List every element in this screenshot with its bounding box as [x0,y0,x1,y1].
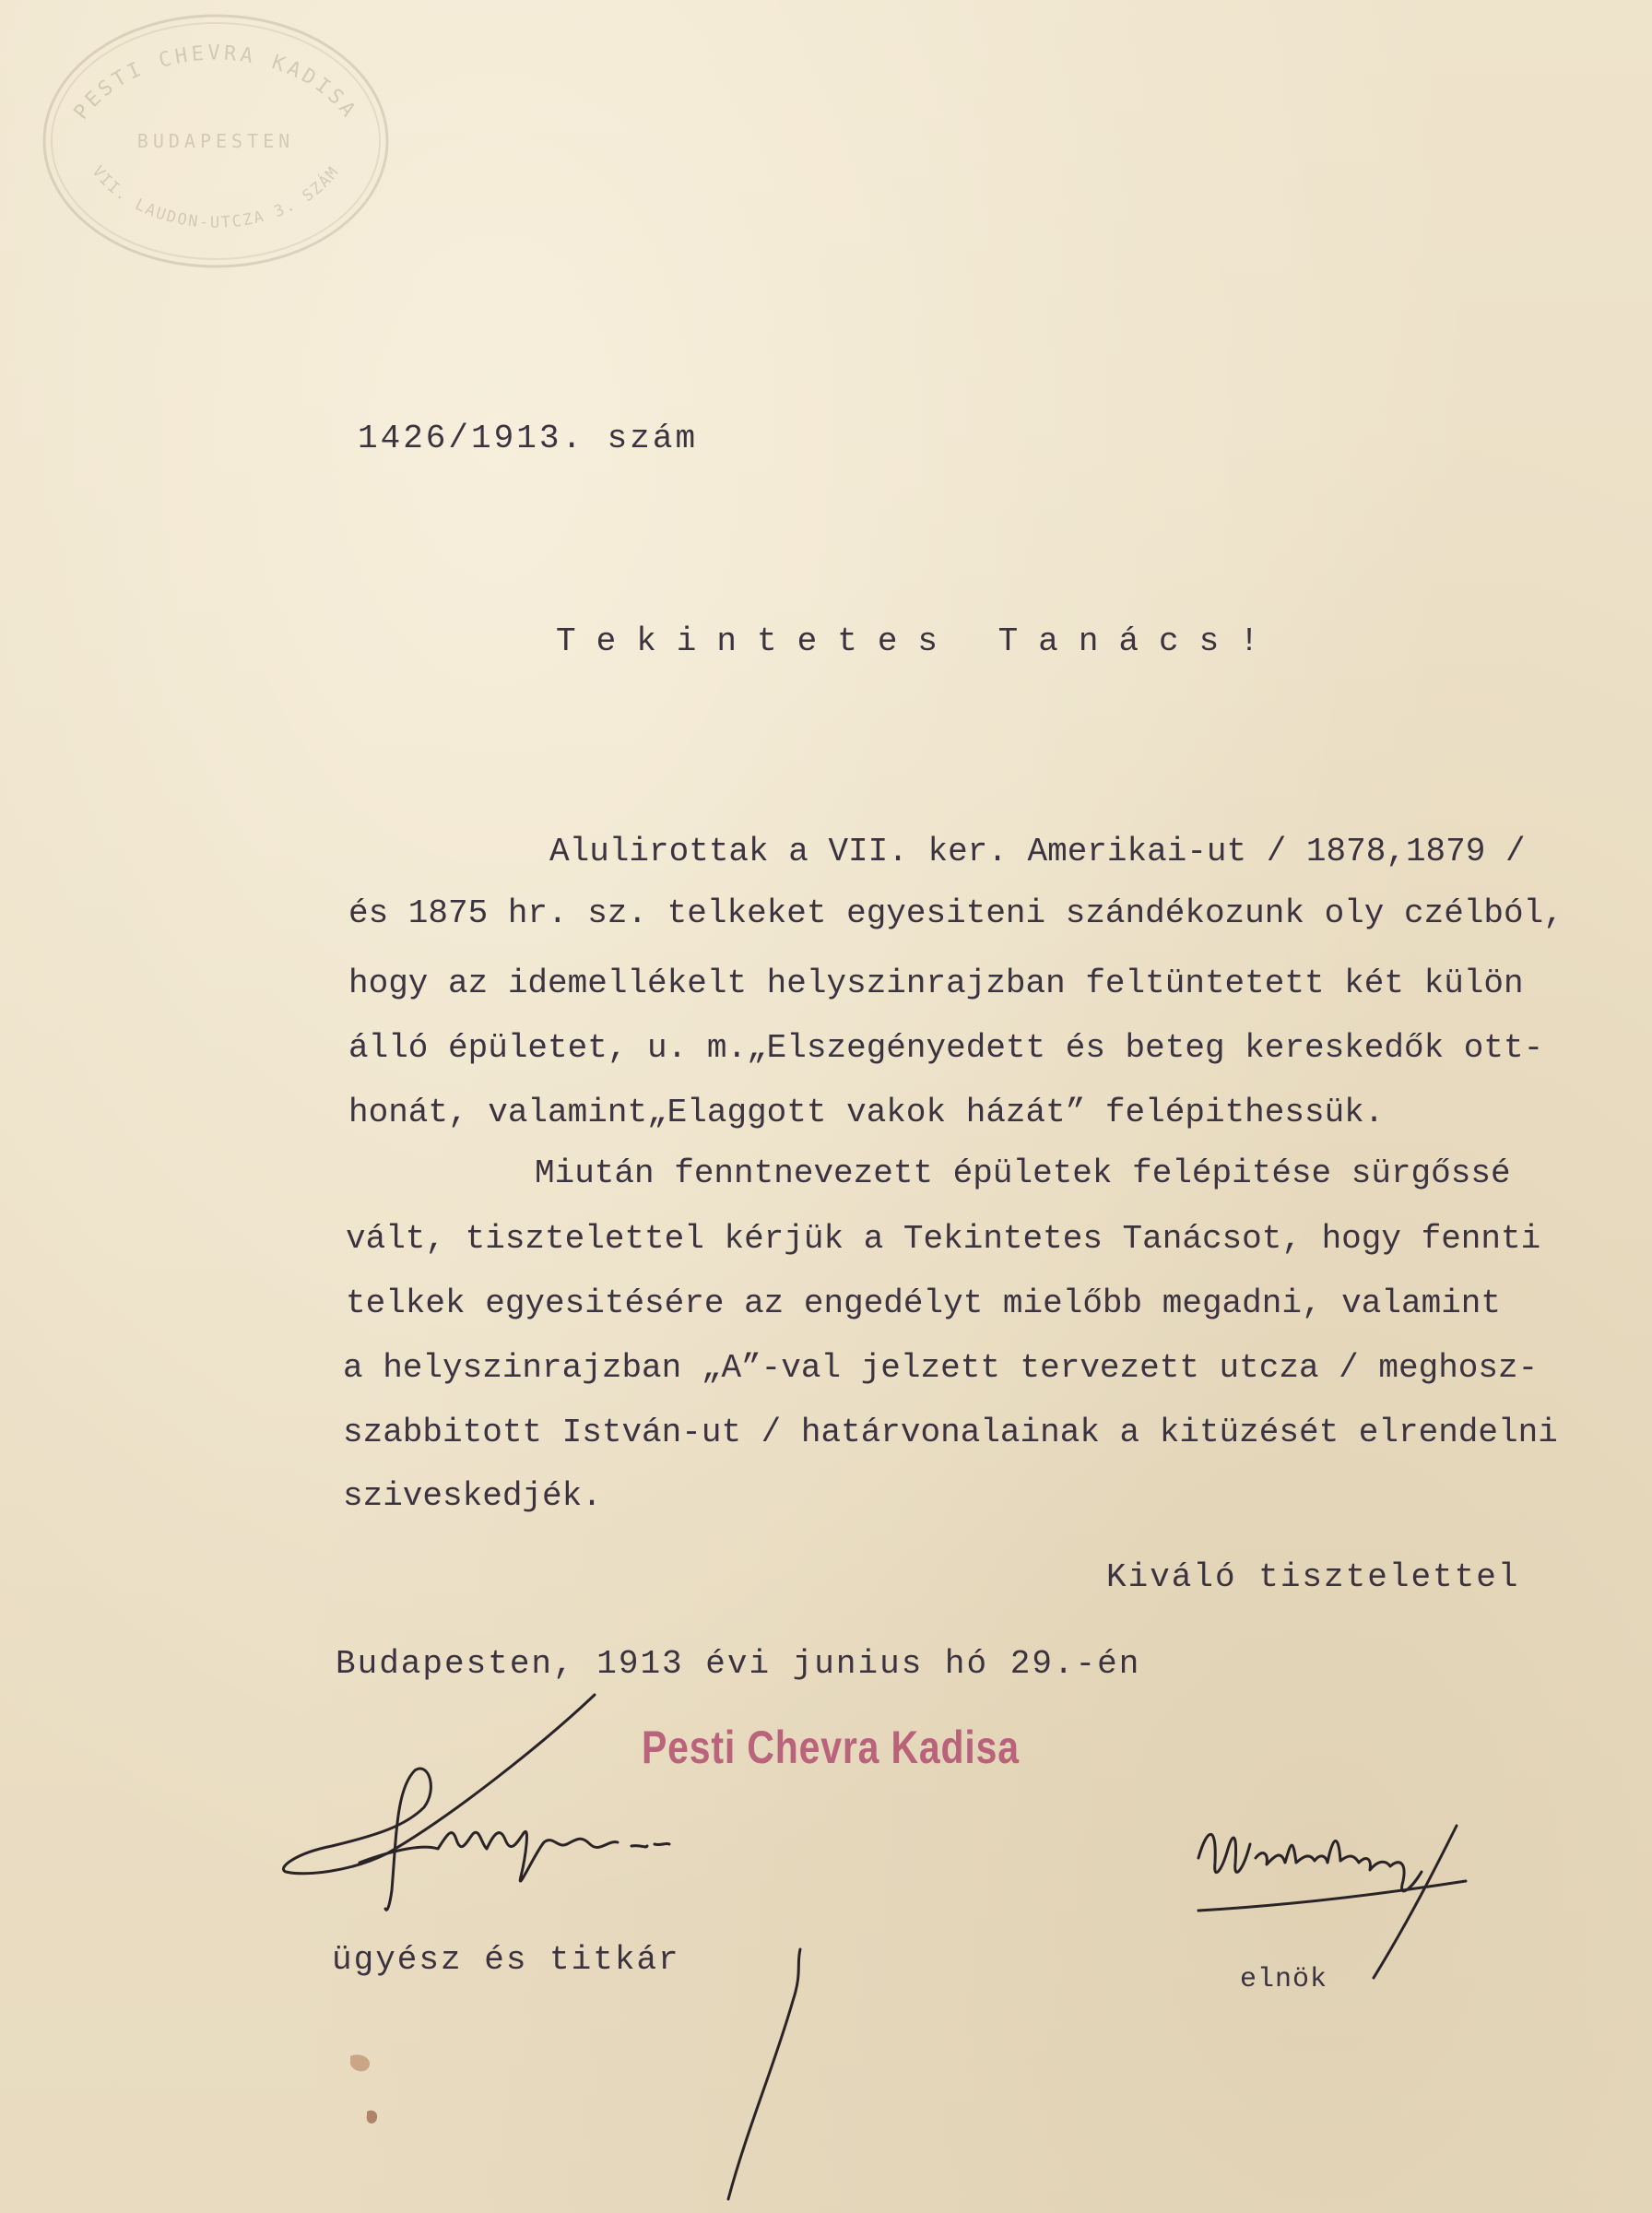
body-line: álló épületet, u. m.„Elszegényedett és beteg kereskedők ott- [348,1029,1544,1067]
ink-stain [332,2047,415,2148]
body-line: telkek egyesitésére az engedélyt mielőbb megadni, valamint [346,1284,1502,1322]
body-line: a helyszinrajzban „A”-val jelzett tervezett utcza / meghosz- [343,1349,1539,1387]
closing-phrase: Kiváló tisztelettel [1106,1558,1520,1596]
organization-stamp: Pesti Chevra Kadisa [642,1722,1020,1773]
place-and-date: Budapesten, 1913 évi junius hó 29.-én [336,1645,1141,1683]
svg-text:PESTI CHEVRA KADISA: PESTI CHEVRA KADISA [69,41,362,124]
right-signatory-title: elnök [1240,1964,1328,1995]
body-line: sziveskedjék. [343,1477,602,1515]
seal-lettering-bottom [0,0,1,1]
seal-lettering-middle [0,0,1,1]
svg-text:VII. LAUDON-UTCZA 3. SZÁM: VII. LAUDON-UTCZA 3. SZÁM [88,162,344,232]
body-line: Miután fenntnevezett épületek felépitése sürgőssé [535,1154,1511,1192]
svg-text:BUDAPESTEN: BUDAPESTEN [136,130,295,152]
body-line: honát, valamint„Elaggott vakok házát” felépithessük. [348,1094,1385,1131]
body-line: vált, tisztelettel kérjük a Tekintetes Tanácsot, hogy fennti [346,1220,1541,1258]
signature-left [267,1687,728,1936]
salutation: Tekintetes Tanács! [556,622,1280,660]
seal-lettering-top [0,0,1,1]
left-signatory-title: ügyész és titkár [332,1941,680,1979]
pen-stroke [719,1946,820,2204]
body-line: szabbitott István-ut / határvonalainak a kitüzését elrendelni [343,1414,1558,1451]
body-line: hogy az idemellékelt helyszinrajzban feltüntetett két külön [348,964,1524,1002]
body-line: és 1875 hr. sz. telkeket egyesiteni szándékozunk oly czélból, [348,894,1564,932]
embossed-seal [35,7,396,275]
reference-number: 1426/1913. szám [358,420,699,457]
body-line: Alulirottak a VII. ker. Amerikai-ut / 1878,1879 / [549,833,1526,870]
signature-right [1189,1807,1484,1992]
